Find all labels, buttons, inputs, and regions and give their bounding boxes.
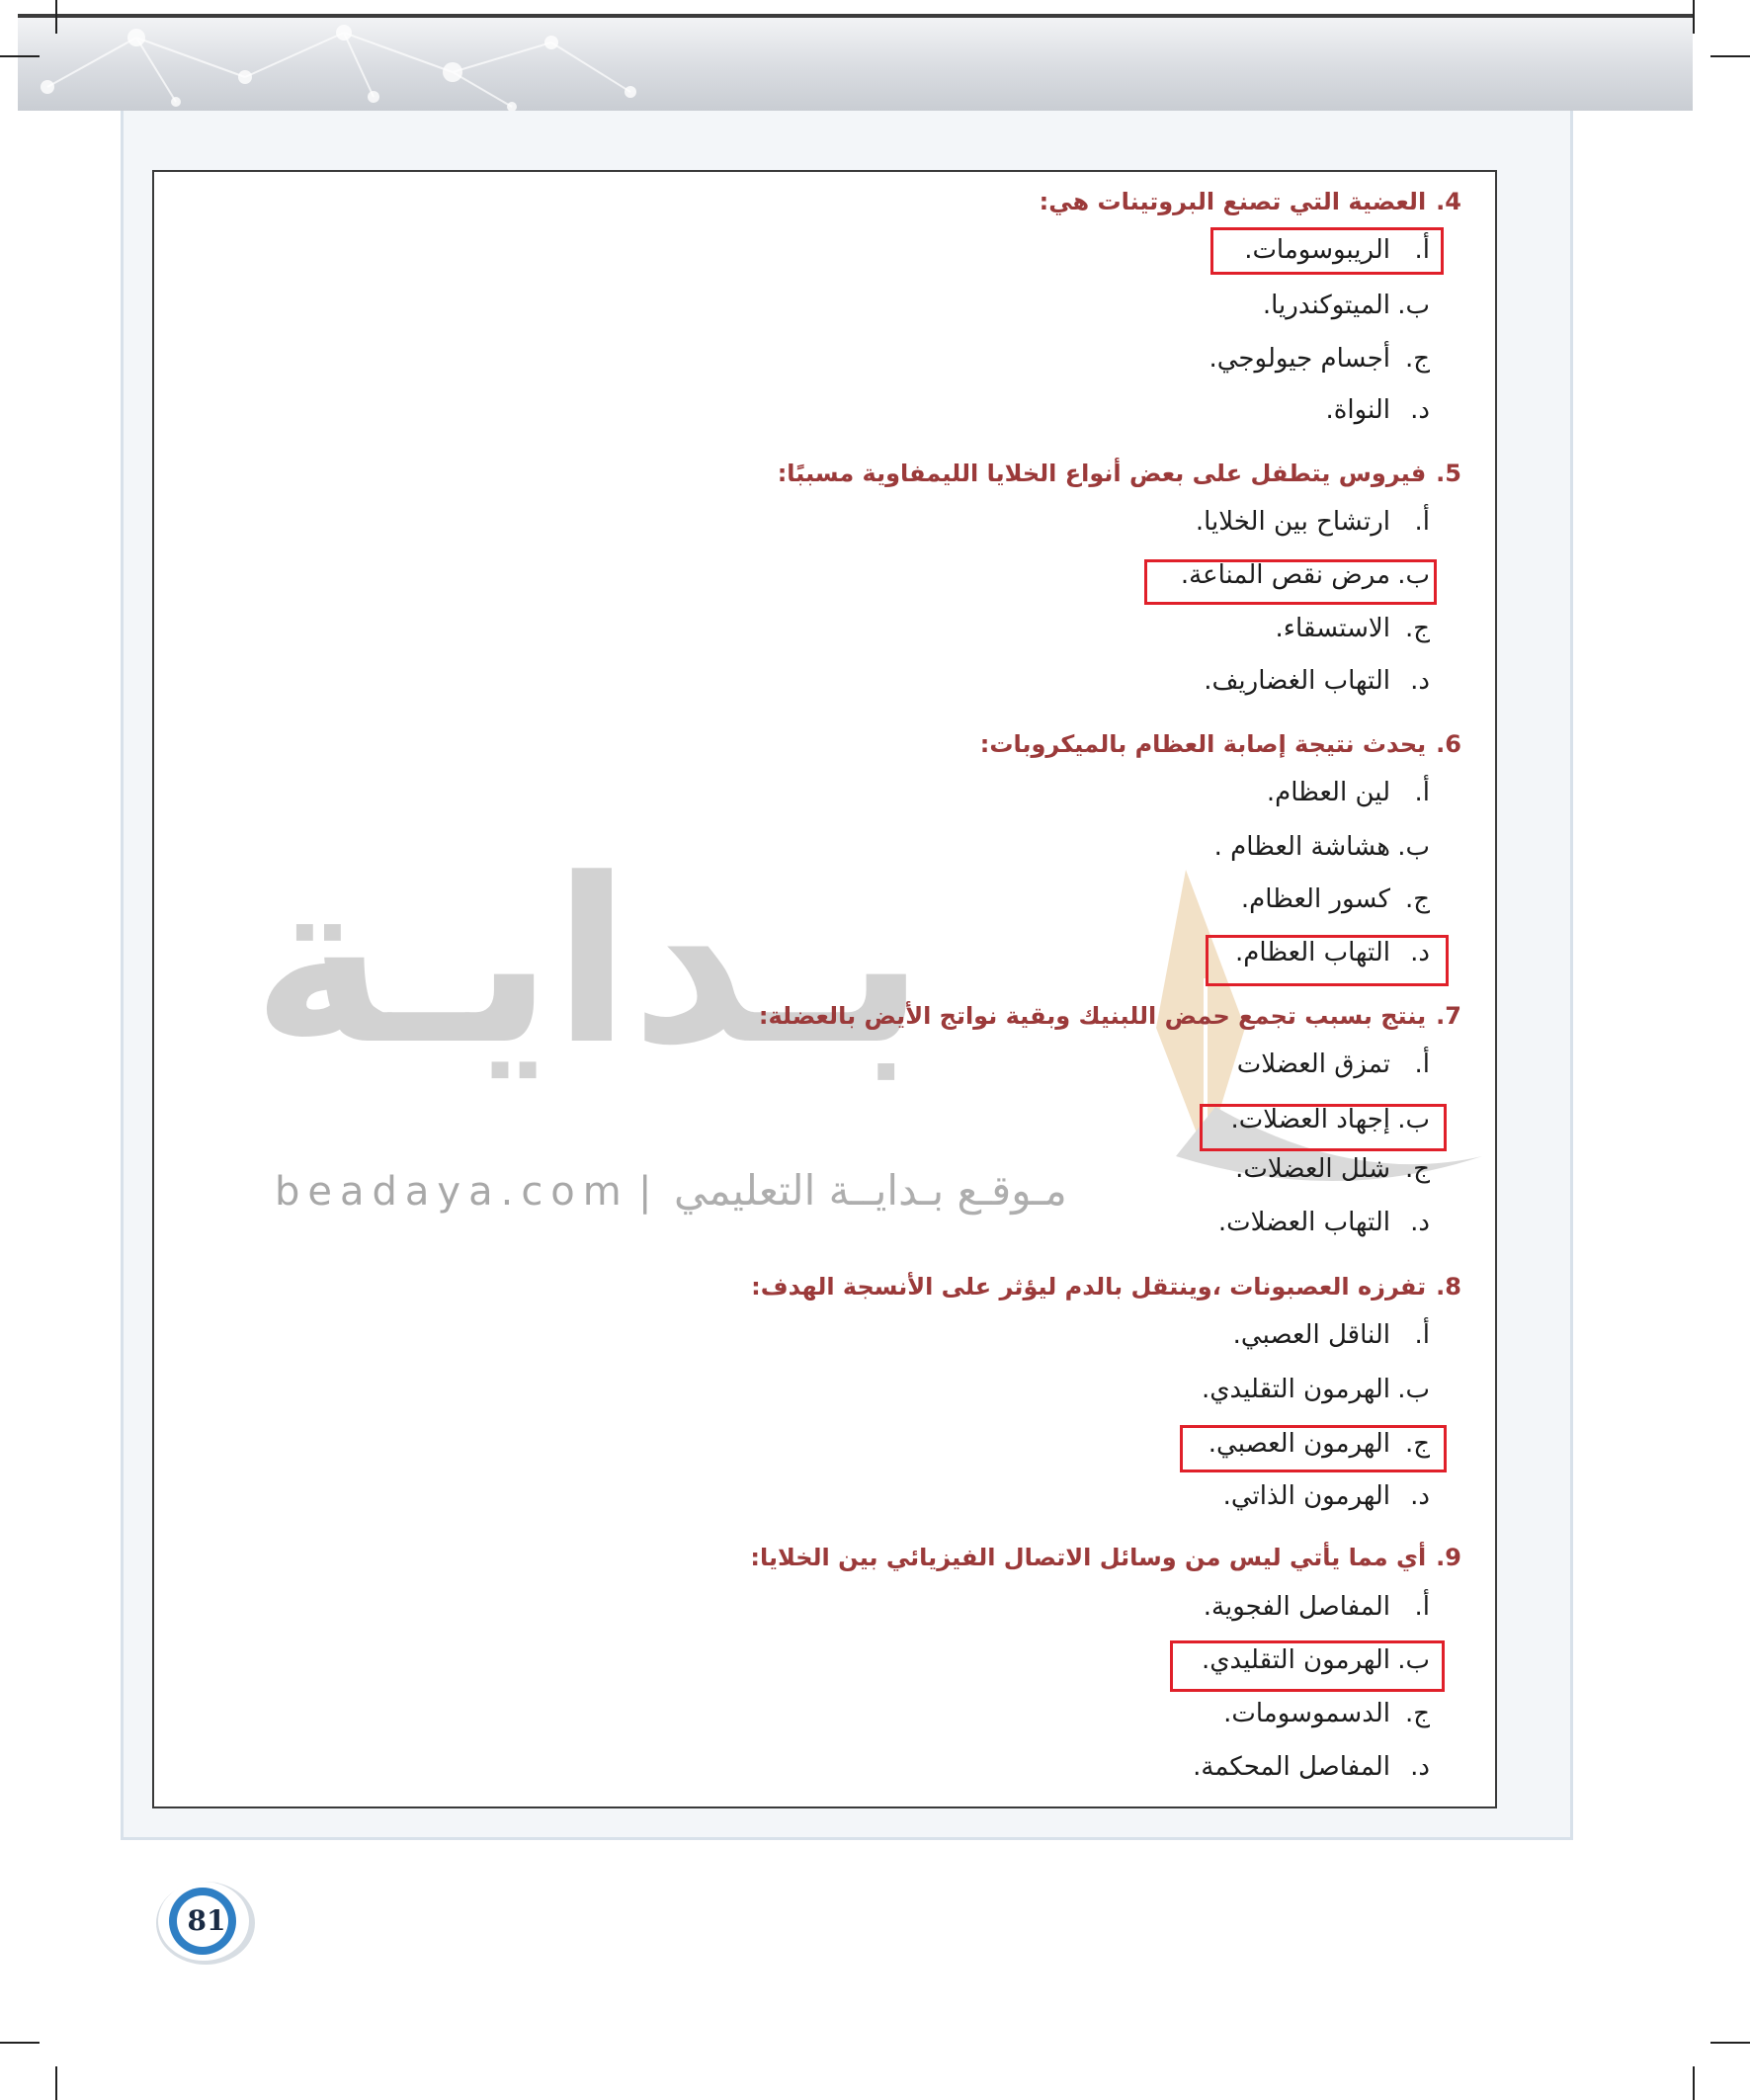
option-text: المفاصل المحكمة.	[1193, 1752, 1390, 1782]
option-text: الهرمون التقليدي.	[1201, 1645, 1390, 1675]
option-letter: ج.	[1404, 1429, 1430, 1459]
option-letter: ب.	[1397, 1105, 1430, 1134]
question-5-option-d	[1204, 666, 1430, 696]
question-6-option-a	[1267, 778, 1430, 807]
crop-mark	[1693, 0, 1695, 34]
option-text: أجسام جيولوجي.	[1208, 344, 1390, 374]
option-letter: أ.	[1414, 235, 1430, 265]
question-4-option-c	[1209, 344, 1431, 374]
option-text: لين العظام.	[1266, 778, 1390, 807]
option-letter: أ.	[1414, 507, 1430, 537]
option-text: التهاب العظام.	[1235, 938, 1390, 967]
option-text: كسور العظام.	[1240, 884, 1390, 914]
option-letter: ج.	[1404, 614, 1430, 643]
option-text: تمزق العضلات	[1236, 1050, 1390, 1079]
option-text: التهاب الغضاريف.	[1204, 666, 1390, 696]
molecule-pattern-icon	[18, 18, 1693, 111]
question-number: 7.	[1436, 1002, 1461, 1030]
option-letter: ب.	[1397, 291, 1430, 320]
option-text: هشاشة العظام .	[1213, 832, 1390, 862]
question-7-option-a	[1237, 1050, 1430, 1079]
question-text: ينتج بسبب تجمع حمض اللبنيك وبقية نواتج الأيض بالعضلة:	[758, 1002, 1427, 1030]
question-number: 6.	[1436, 730, 1461, 758]
answer-highlight-box	[1200, 1104, 1447, 1151]
question-number: 8.	[1436, 1273, 1461, 1301]
option-letter: أ.	[1414, 1320, 1430, 1350]
question-text: تفرزه العصبونات ،وينتقل بالدم ليؤثر على الأنسجة الهدف:	[751, 1273, 1427, 1301]
option-text: الهرمون العصبي.	[1208, 1429, 1390, 1459]
question-8-stem	[751, 1273, 1461, 1301]
option-text: النواة.	[1325, 395, 1390, 425]
watermark-tagline: مـوقـع بـدايــة التعليمي	[674, 1166, 1067, 1215]
question-5-option-a	[1196, 507, 1430, 537]
question-text: يحدث نتيجة إصابة العظام بالميكروبات:	[979, 730, 1427, 758]
question-number: 5.	[1436, 460, 1461, 487]
option-letter: ج.	[1404, 1154, 1430, 1184]
option-letter: ب.	[1397, 1375, 1430, 1404]
question-4-stem	[1040, 188, 1461, 215]
crop-mark	[1693, 2066, 1695, 2100]
option-letter: أ.	[1414, 1050, 1430, 1079]
question-4-option-d	[1325, 395, 1430, 425]
answer-highlight-box	[1144, 559, 1437, 605]
crop-mark	[55, 0, 57, 34]
question-text: أي مما يأتي ليس من وسائل الاتصال الفيزيائي بين الخلايا:	[750, 1544, 1427, 1571]
question-9-stem	[750, 1544, 1461, 1571]
crop-mark	[1710, 2042, 1750, 2044]
crop-mark	[0, 55, 40, 57]
question-number: 4.	[1436, 188, 1461, 215]
question-9-option-c	[1223, 1699, 1430, 1728]
question-8-option-b	[1202, 1375, 1430, 1404]
question-number: 9.	[1436, 1544, 1461, 1571]
option-text: التهاب العضلات.	[1217, 1208, 1390, 1237]
question-5-stem	[778, 460, 1461, 487]
option-text: إجهاد العضلات.	[1230, 1105, 1390, 1134]
watermark-arabic: بـدايـة	[252, 831, 926, 1095]
question-8-option-d	[1223, 1481, 1430, 1511]
question-6-option-b	[1214, 832, 1430, 862]
crop-mark	[0, 2042, 40, 2044]
option-letter: ب.	[1397, 1645, 1430, 1675]
option-text: الدسموسومات.	[1223, 1699, 1390, 1728]
answer-highlight-box	[1210, 227, 1444, 275]
question-7-option-c	[1235, 1154, 1430, 1184]
option-letter: د.	[1410, 666, 1430, 696]
option-text: الهرمون الذاتي.	[1222, 1481, 1390, 1511]
option-letter: أ.	[1414, 778, 1430, 807]
answer-highlight-box	[1206, 935, 1449, 986]
option-letter: د.	[1410, 938, 1430, 967]
question-5-option-c	[1276, 614, 1430, 643]
option-letter: ب.	[1397, 560, 1430, 590]
option-text: الميتوكندريا.	[1262, 291, 1390, 320]
question-text: العضية التي تصنع البروتينات هي:	[1039, 188, 1427, 215]
option-letter: د.	[1410, 1208, 1430, 1237]
question-9-option-a	[1204, 1592, 1430, 1622]
answer-highlight-box	[1180, 1425, 1447, 1472]
question-9-option-d	[1193, 1752, 1430, 1782]
option-letter: ج.	[1404, 884, 1430, 914]
question-7-stem	[759, 1002, 1461, 1030]
watermark-separator: |	[638, 1169, 652, 1215]
option-text: الهرمون التقليدي.	[1201, 1375, 1390, 1404]
question-8-option-a	[1233, 1320, 1430, 1350]
option-text: مرض نقص المناعة.	[1180, 560, 1390, 590]
option-text: شلل العضلات.	[1235, 1154, 1390, 1184]
crop-mark	[1710, 55, 1750, 57]
option-letter: د.	[1410, 1752, 1430, 1782]
option-letter: ب.	[1397, 832, 1430, 862]
question-text: فيروس يتطفل على بعض أنواع الخلايا الليمفاوية مسببًا:	[777, 460, 1427, 487]
option-text: الناقل العصبي.	[1232, 1320, 1390, 1350]
option-letter: أ.	[1414, 1592, 1430, 1622]
option-text: ارتشاح بين الخلايا.	[1195, 507, 1390, 537]
option-text: الاستسقاء.	[1275, 614, 1390, 643]
watermark-site: beadaya.com	[275, 1169, 629, 1215]
question-7-option-d	[1218, 1208, 1430, 1237]
option-text: المفاصل الفجوية.	[1203, 1592, 1390, 1622]
option-letter: ج.	[1404, 344, 1430, 374]
option-text: الريبوسومات.	[1244, 235, 1390, 265]
question-4-option-b	[1263, 291, 1430, 320]
top-banner	[18, 18, 1693, 111]
question-6-option-c	[1241, 884, 1430, 914]
option-letter: ج.	[1404, 1699, 1430, 1728]
option-letter: د.	[1410, 1481, 1430, 1511]
question-6-stem	[980, 730, 1461, 758]
option-letter: د.	[1410, 395, 1430, 425]
crop-mark	[55, 2066, 57, 2100]
page-number: 81	[187, 1904, 226, 1937]
answer-highlight-box	[1170, 1640, 1445, 1692]
